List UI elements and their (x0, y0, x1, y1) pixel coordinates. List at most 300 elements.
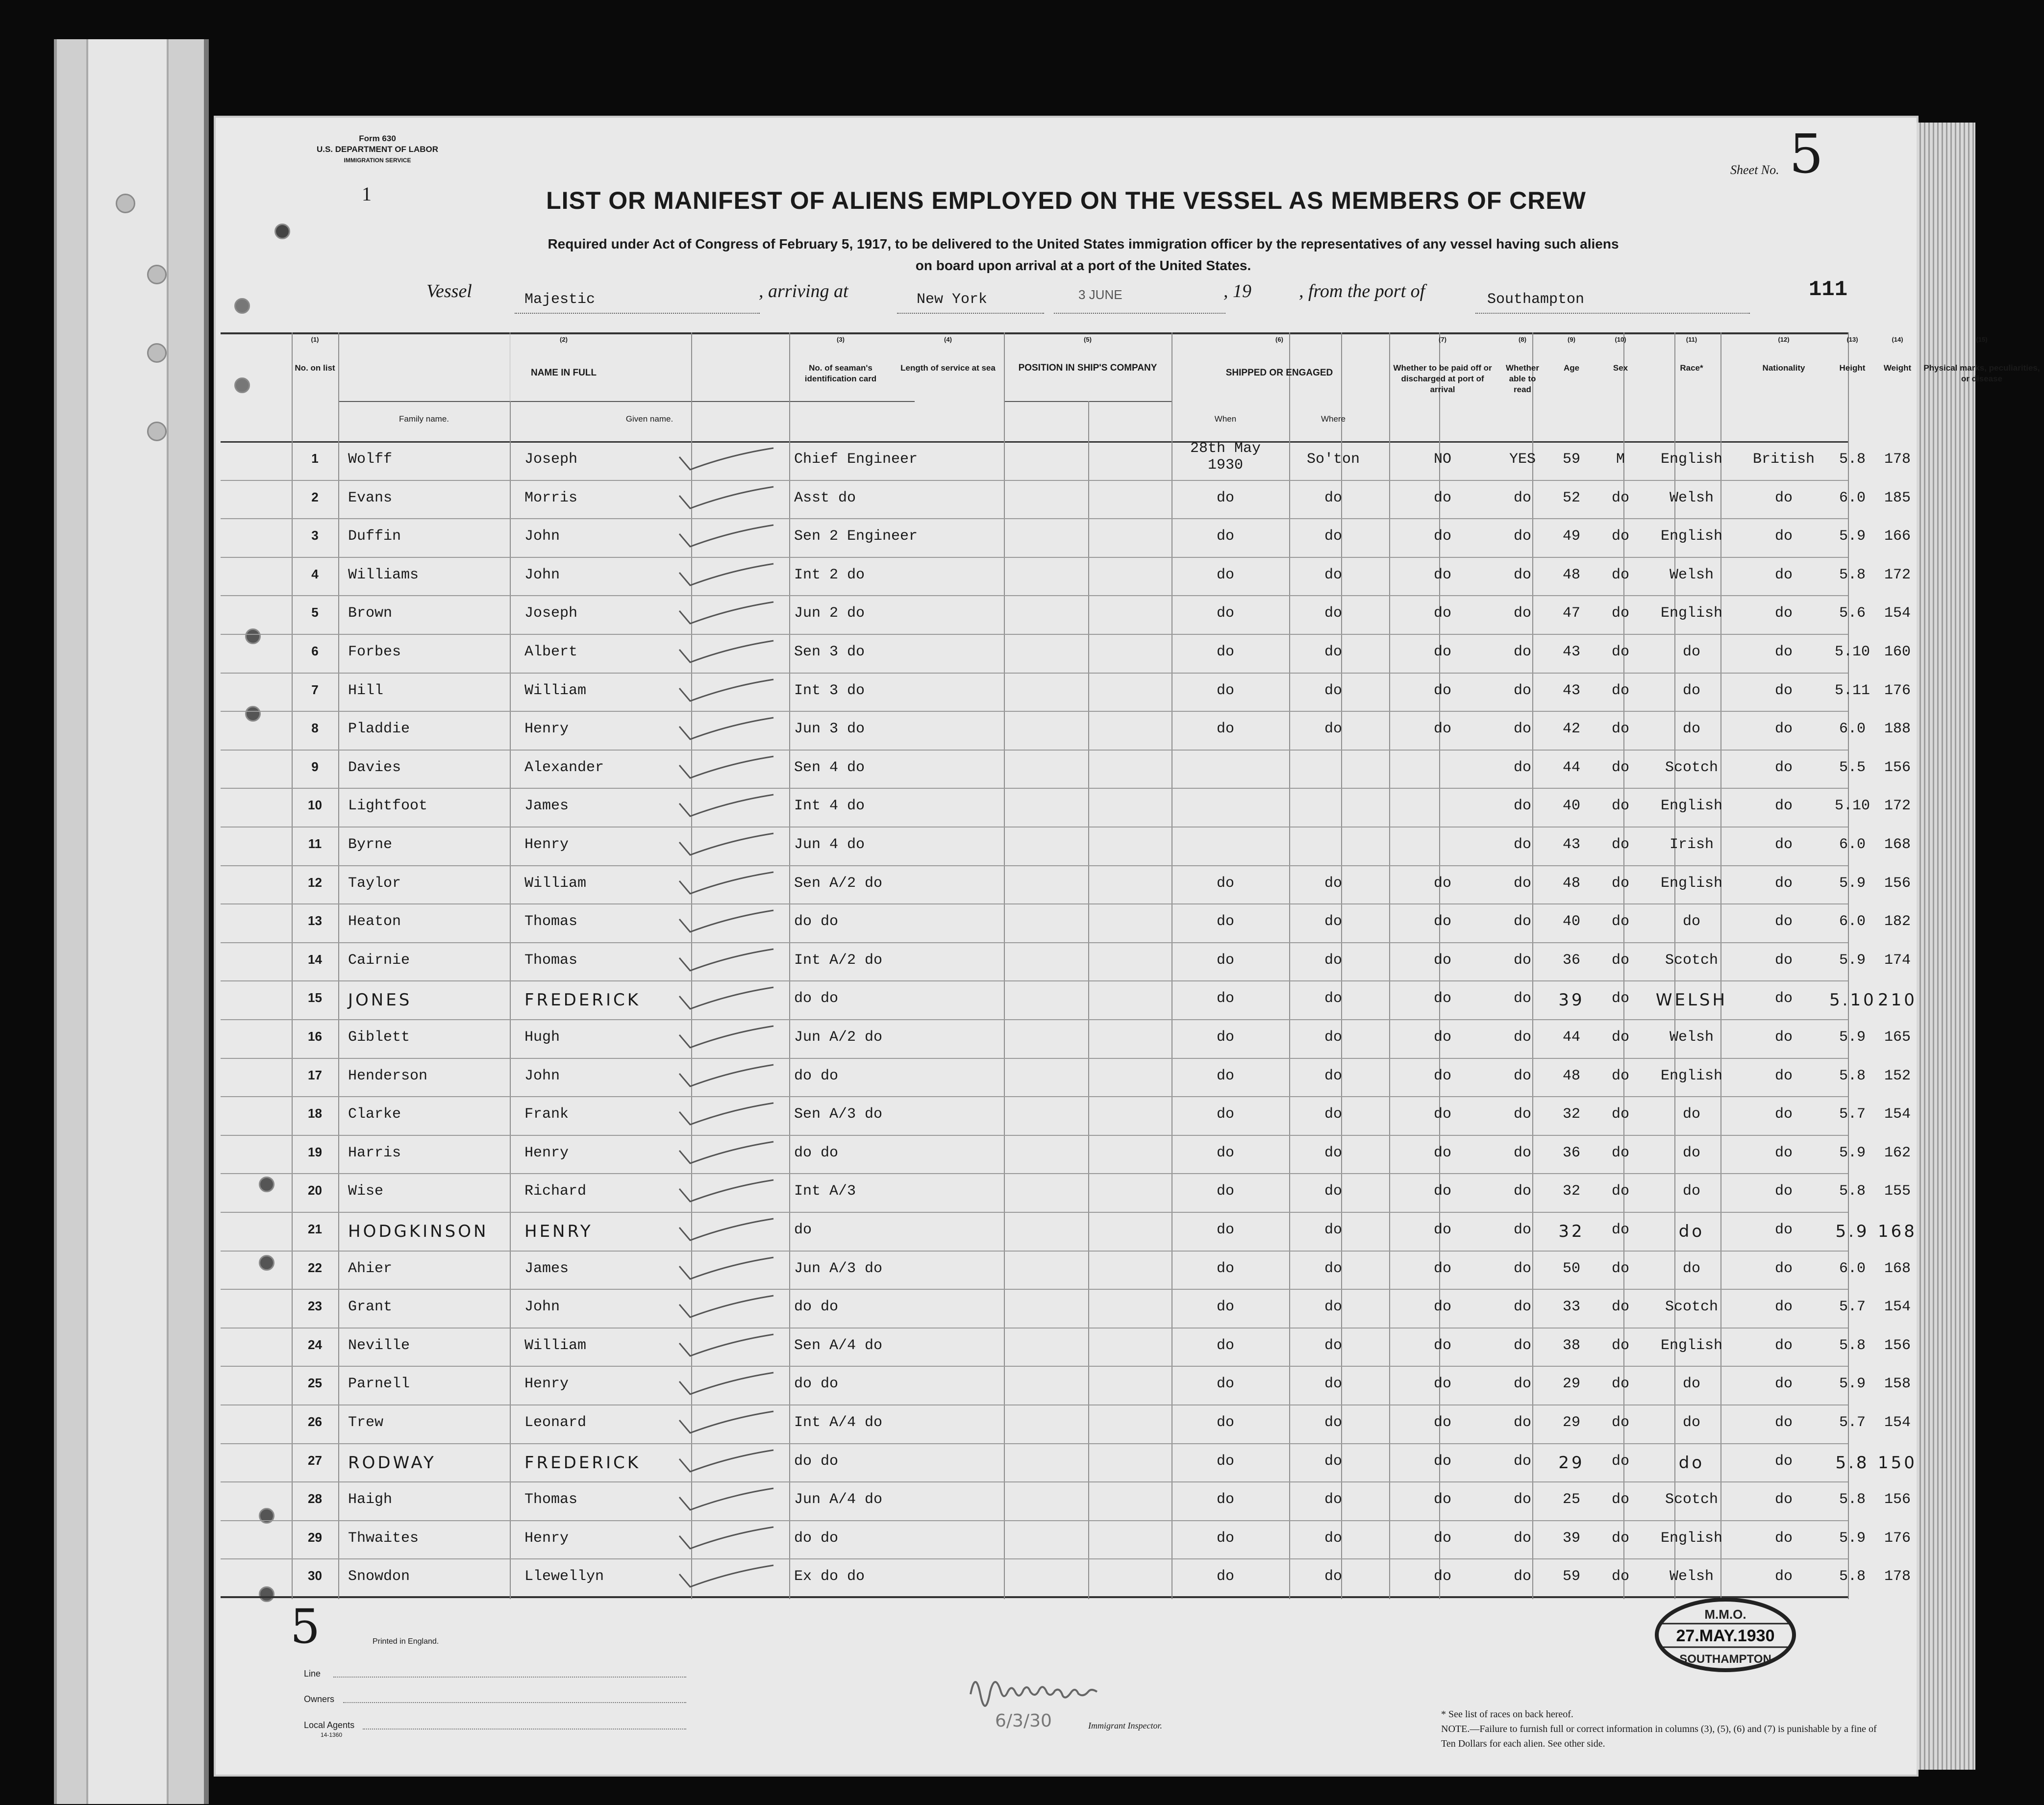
column-number: (7) (1439, 336, 1446, 343)
cell-given: John (524, 1299, 560, 1316)
identification-check-mark (675, 639, 778, 665)
cell-age: 39 (1562, 1529, 1580, 1547)
row-rule (221, 557, 1848, 558)
cell-race: English (1660, 798, 1723, 815)
row-rule (221, 1251, 1848, 1252)
cell-age: 32 (1562, 1106, 1580, 1123)
row-rule (221, 980, 1848, 981)
cell-given: John (524, 566, 560, 583)
cell-race: do (1682, 913, 1700, 930)
cell-given: Albert (524, 644, 578, 660)
column-header: SHIPPED OR ENGAGED (1225, 368, 1333, 378)
cell-read: do (1513, 1376, 1531, 1393)
cell-weight: 182 (1884, 913, 1911, 930)
cell-paid: NO (1433, 451, 1451, 468)
row-rule (221, 1173, 1848, 1174)
cell-weight: 168 (1884, 1260, 1911, 1277)
cell-weight: 154 (1884, 1106, 1911, 1123)
cell-read: do (1513, 566, 1531, 583)
cell-paid: do (1433, 1260, 1451, 1277)
cell-age: 48 (1562, 875, 1580, 892)
cell-nat: do (1774, 1529, 1793, 1547)
cell-where: do (1324, 1491, 1342, 1508)
cell-read: do (1513, 1529, 1531, 1547)
cell-given: FREDERICK (524, 1453, 641, 1473)
cell-nat: British (1752, 451, 1815, 468)
cell-nat: do (1774, 1183, 1793, 1200)
cell-family: Hill (348, 682, 384, 699)
cell-when: do (1216, 528, 1234, 545)
agents-field (363, 1729, 686, 1730)
binder-strip (86, 39, 169, 1804)
cell-read: do (1513, 1414, 1531, 1431)
cell-sex: do (1611, 1568, 1629, 1585)
cell-position: Jun 3 do (794, 721, 865, 738)
cell-height: 5.8 (1839, 1568, 1866, 1585)
cell-when: do (1216, 682, 1234, 699)
column-header: Age (1563, 363, 1580, 373)
cell-sex: do (1611, 1222, 1629, 1238)
cell-given: Henry (524, 1376, 569, 1393)
cell-given: HENRY (524, 1222, 593, 1241)
column-header: Nationality (1762, 363, 1805, 373)
cell-race: do (1678, 1453, 1705, 1473)
identification-check-mark (675, 600, 778, 627)
name-subheader-rule-wide (338, 401, 915, 402)
cell-sex: do (1611, 875, 1629, 892)
cell-no: 30 (308, 1568, 322, 1583)
row-rule (221, 750, 1848, 751)
cell-sex: do (1611, 644, 1629, 660)
penalty-note: NOTE.—Failure to furnish full or correct information in columns (3), (5), (6) and (7) is punishable by a fine of Ten Dollars for each alien. See other side. (1441, 1724, 1877, 1749)
cell-no: 11 (308, 836, 322, 851)
from-underline (1475, 313, 1750, 314)
cell-given: William (524, 875, 587, 892)
cell-age: 25 (1562, 1491, 1580, 1508)
cell-sex: do (1611, 1376, 1629, 1393)
cell-paid: do (1433, 605, 1451, 622)
cell-where: do (1324, 990, 1342, 1007)
cell-when: do (1216, 990, 1234, 1007)
identification-check-mark (675, 1063, 778, 1089)
cell-where: do (1324, 875, 1342, 892)
cell-where: do (1324, 1029, 1342, 1046)
cell-nat: do (1774, 952, 1793, 969)
cell-given: Frank (524, 1106, 569, 1123)
cell-weight: 152 (1884, 1067, 1911, 1084)
cell-family: Forbes (348, 644, 401, 660)
cell-given: Thomas (524, 1491, 578, 1508)
cell-height: 5.7 (1839, 1299, 1866, 1316)
cell-paid: do (1433, 990, 1451, 1007)
line-field (333, 1677, 686, 1678)
cell-nat: do (1774, 682, 1793, 699)
row-rule (221, 634, 1848, 635)
cell-where: do (1324, 1183, 1342, 1200)
cell-no: 25 (308, 1376, 322, 1391)
row-rule (221, 903, 1848, 904)
cell-race: do (1682, 644, 1700, 660)
row-rule (221, 518, 1848, 519)
cell-height: 5.5 (1839, 759, 1866, 776)
cell-nat: do (1774, 1414, 1793, 1431)
cell-where: do (1324, 605, 1342, 622)
cell-position: Asst do (794, 489, 856, 506)
cell-nat: do (1774, 798, 1793, 815)
identification-check-mark (675, 523, 778, 550)
margin-mark: 1 (362, 183, 372, 205)
cell-when: do (1216, 644, 1234, 660)
table-bottom-rule (221, 1596, 1848, 1598)
cell-race: do (1682, 1260, 1700, 1277)
stamp-number: 111 (1809, 277, 1848, 302)
cell-nat: do (1774, 1144, 1793, 1161)
cell-read: do (1513, 1222, 1531, 1238)
cell-family: Cairnie (348, 952, 410, 969)
cell-nat: do (1774, 990, 1793, 1007)
row-rule (221, 1289, 1848, 1290)
form-identifier (284, 133, 471, 166)
cell-sex: do (1611, 489, 1629, 506)
cell-weight: 154 (1884, 1414, 1911, 1431)
cell-race: Scotch (1665, 1491, 1719, 1508)
shipped-subheader-rule (1004, 401, 1172, 402)
identification-check-mark (675, 793, 778, 819)
cell-sex: do (1611, 1453, 1629, 1470)
cell-race: WELSH (1655, 990, 1728, 1010)
cell-position: Chief Engineer (794, 451, 918, 468)
column-header: Whether to be paid off or discharged at port of arrival (1393, 363, 1492, 394)
cell-nat: do (1774, 721, 1793, 738)
subtitle-line-2: on board upon arrival at a port of the United States. (915, 258, 1251, 273)
cell-given: Joseph (524, 605, 578, 622)
cell-position: Jun 4 do (794, 836, 865, 853)
cell-nat: do (1774, 836, 1793, 853)
cell-where: do (1324, 1260, 1342, 1277)
cell-nat: do (1774, 1067, 1793, 1084)
cell-height: 5.8 (1839, 1337, 1866, 1354)
column-number: (9) (1568, 336, 1575, 343)
cell-no: 6 (311, 644, 319, 658)
cell-read: do (1513, 990, 1531, 1007)
cell-nat: do (1774, 1376, 1793, 1393)
subtitle-line-1: Required under Act of Congress of February 5, 1917, to be delivered to the United States immigration officer by the representatives of any vessel having such aliens (548, 236, 1619, 251)
cell-age: 47 (1562, 605, 1580, 622)
identification-check-mark (675, 1140, 778, 1166)
cell-position: do do (794, 1529, 839, 1547)
cell-when: do (1216, 1453, 1234, 1470)
cell-race: do (1682, 1144, 1700, 1161)
identification-check-mark (675, 1409, 778, 1436)
cell-height: 5.9 (1839, 1144, 1866, 1161)
cell-weight: 154 (1884, 1299, 1911, 1316)
column-number: (6) (1275, 336, 1283, 343)
cell-weight: 168 (1878, 1222, 1917, 1241)
cell-no: 29 (308, 1529, 322, 1545)
cell-given: William (524, 682, 587, 699)
cell-where: do (1324, 1414, 1342, 1431)
column-number: (15) (1976, 336, 1988, 343)
cell-race: English (1660, 605, 1723, 622)
cell-position: Sen A/3 do (794, 1106, 883, 1123)
cell-position: Sen 2 Engineer (794, 528, 918, 545)
cell-height: 5.6 (1839, 605, 1866, 622)
southampton-date-stamp (1652, 1593, 1799, 1677)
stamp-bottom: SOUTHAMPTON (1679, 1653, 1771, 1666)
cell-position: Sen A/2 do (794, 875, 883, 892)
cell-age: 36 (1562, 952, 1580, 969)
cell-position: do do (794, 1299, 839, 1316)
column-header: Weight (1883, 363, 1912, 373)
cell-no: 7 (311, 682, 319, 697)
cell-race: English (1660, 1529, 1723, 1547)
cell-sex: do (1611, 759, 1629, 776)
cell-weight: 166 (1884, 528, 1911, 545)
cell-family: Wolff (348, 451, 393, 468)
cell-given: James (524, 798, 569, 815)
cell-race: Scotch (1665, 759, 1719, 776)
from-port: Southampton (1487, 291, 1585, 308)
cell-weight: 172 (1884, 566, 1911, 583)
cell-given: Henry (524, 836, 569, 853)
cell-height: 6.0 (1839, 1260, 1866, 1277)
cell-where: do (1324, 1568, 1342, 1585)
cell-age: 29 (1562, 1376, 1580, 1393)
cell-sex: do (1611, 952, 1629, 969)
cell-weight: 174 (1884, 952, 1911, 969)
cell-position: Int 4 do (794, 798, 865, 815)
cell-read: do (1513, 1067, 1531, 1084)
column-number: (5) (1084, 336, 1092, 343)
cell-given: James (524, 1260, 569, 1277)
cell-weight: 188 (1884, 721, 1911, 738)
cell-family: Duffin (348, 528, 401, 545)
cell-read: do (1513, 1106, 1531, 1123)
cell-nat: do (1774, 759, 1793, 776)
cell-race: Welsh (1669, 489, 1714, 506)
arrival-port: New York (917, 291, 988, 308)
cell-when: do (1216, 952, 1234, 969)
column-header: Length of service at sea (900, 363, 996, 373)
row-rule (221, 1135, 1848, 1136)
owners-label: Owners (304, 1694, 335, 1704)
crew-manifest-table (221, 332, 2040, 1599)
cell-read: do (1513, 1568, 1531, 1585)
cell-sex: do (1611, 836, 1629, 853)
identification-check-mark (675, 754, 778, 781)
signature-date: 6/3/30 (995, 1711, 1052, 1731)
cell-height: 5.8 (1839, 1491, 1866, 1508)
identification-check-mark (675, 985, 778, 1012)
cell-position: Sen 3 do (794, 644, 865, 660)
cell-when: do (1216, 1491, 1234, 1508)
cell-where: do (1324, 1299, 1342, 1316)
cell-position: Int A/4 do (794, 1414, 883, 1431)
cell-no: 26 (308, 1414, 322, 1429)
cell-age: 29 (1562, 1414, 1580, 1431)
cell-where: do (1324, 1222, 1342, 1238)
cell-no: 14 (308, 952, 322, 967)
cell-age: 44 (1562, 759, 1580, 776)
cell-where: do (1324, 528, 1342, 545)
cell-family: Heaton (348, 913, 401, 930)
cell-race: Welsh (1669, 1029, 1714, 1046)
column-header: No. on list (295, 363, 335, 373)
cell-race: Scotch (1665, 952, 1719, 969)
column-number: (3) (837, 336, 845, 343)
column-number: (11) (1686, 336, 1697, 343)
cell-family: Henderson (348, 1067, 428, 1084)
cell-read: do (1513, 1183, 1531, 1200)
cell-position: Sen 4 do (794, 759, 865, 776)
cell-nat: do (1774, 644, 1793, 660)
cell-height: 5.9 (1839, 875, 1866, 892)
cell-read: do (1513, 1144, 1531, 1161)
cell-where: So'ton (1306, 451, 1360, 468)
cell-given: Henry (524, 1529, 569, 1547)
cell-height: 5.9 (1835, 1222, 1870, 1241)
cell-nat: do (1774, 528, 1793, 545)
year-label: , 19 (1223, 281, 1251, 301)
cell-where: do (1324, 1337, 1342, 1354)
column-divider (789, 332, 790, 1599)
cell-family: JONES (348, 990, 412, 1010)
cell-sex: do (1611, 1144, 1629, 1161)
cell-when: do (1216, 1183, 1234, 1200)
cell-given: Richard (524, 1183, 587, 1200)
column-header: POSITION IN SHIP'S COMPANY (1018, 363, 1157, 373)
cell-no: 9 (311, 759, 319, 774)
cell-height: 5.8 (1835, 1453, 1870, 1473)
cell-paid: do (1433, 1067, 1451, 1084)
cell-where: do (1324, 682, 1342, 699)
cell-read: do (1513, 682, 1531, 699)
cell-race: Scotch (1665, 1299, 1719, 1316)
cell-position: do do (794, 990, 839, 1007)
footnotes (1441, 1707, 1882, 1751)
cell-age: 32 (1562, 1183, 1580, 1200)
cell-sex: do (1611, 1299, 1629, 1316)
cell-paid: do (1433, 682, 1451, 699)
cell-age: 50 (1562, 1260, 1580, 1277)
punch-hole (274, 224, 290, 239)
cell-read: do (1513, 1029, 1531, 1046)
cell-nat: do (1774, 1222, 1793, 1238)
cell-race: do (1678, 1222, 1705, 1241)
cell-position: do do (794, 1453, 839, 1470)
cell-given: Thomas (524, 952, 578, 969)
cell-read: do (1513, 759, 1531, 776)
row-rule (221, 1366, 1848, 1367)
row-rule (221, 711, 1848, 712)
cell-age: 38 (1562, 1337, 1580, 1354)
cell-family: Snowdon (348, 1568, 410, 1585)
race-note: * See list of races on back hereof. (1441, 1709, 1573, 1720)
form-number: Form 630 (359, 134, 396, 143)
cell-family: Haigh (348, 1491, 393, 1508)
cell-sex: do (1611, 798, 1629, 815)
cell-given: Hugh (524, 1029, 560, 1046)
cell-age: 48 (1562, 566, 1580, 583)
identification-check-mark (675, 446, 778, 473)
cell-race: English (1660, 451, 1723, 468)
cell-family: Ahier (348, 1260, 393, 1277)
cell-family: HODGKINSON (348, 1222, 489, 1241)
cell-paid: do (1433, 721, 1451, 738)
cell-age: 59 (1562, 451, 1580, 468)
identification-check-mark (675, 1371, 778, 1397)
cell-when: do (1216, 489, 1234, 506)
arrival-date-stamp: 3 JUNE (1078, 287, 1122, 302)
cell-no: 24 (308, 1337, 322, 1352)
column-number: (1) (311, 336, 319, 343)
page-subtitle (431, 233, 1735, 276)
cell-age: 29 (1558, 1453, 1585, 1473)
row-rule (221, 1558, 1848, 1559)
cell-no: 28 (308, 1491, 322, 1506)
cell-family: Thwaites (348, 1529, 419, 1547)
cell-position: do do (794, 1067, 839, 1084)
cell-no: 18 (308, 1106, 322, 1121)
cell-height: 5.9 (1839, 1029, 1866, 1046)
cell-given: Leonard (524, 1414, 587, 1431)
cell-read: do (1513, 721, 1531, 738)
cell-given: Henry (524, 1144, 569, 1161)
cell-given: John (524, 1067, 560, 1084)
cell-when: do (1216, 721, 1234, 738)
cell-nat: do (1774, 1299, 1793, 1316)
cell-sex: do (1611, 1106, 1629, 1123)
cell-no: 2 (311, 489, 319, 504)
cell-race: Welsh (1669, 1568, 1714, 1585)
owners-field (343, 1702, 686, 1703)
cell-when: do (1216, 913, 1234, 930)
cell-no: 27 (308, 1453, 322, 1468)
stamp-top: M.M.O. (1704, 1607, 1746, 1622)
cell-nat: do (1774, 1337, 1793, 1354)
cell-age: 49 (1562, 528, 1580, 545)
cell-when: do (1216, 1222, 1234, 1238)
cell-sex: do (1611, 566, 1629, 583)
cell-position: Jun 2 do (794, 605, 865, 622)
cell-position: do do (794, 1144, 839, 1161)
column-number: (13) (1846, 336, 1858, 343)
cell-paid: do (1433, 1491, 1451, 1508)
column-number: (12) (1778, 336, 1790, 343)
cell-position: Ex do do (794, 1568, 865, 1585)
row-rule (221, 1443, 1848, 1444)
cell-sex: do (1611, 913, 1629, 930)
row-rule (221, 865, 1848, 866)
row-rule (221, 1520, 1848, 1521)
cell-read: do (1513, 952, 1531, 969)
name-subdivider (510, 401, 511, 1599)
cell-height: 6.0 (1839, 489, 1866, 506)
column-number: (8) (1519, 336, 1526, 343)
binder-hole (147, 265, 167, 284)
department-name: U.S. DEPARTMENT OF LABOR (316, 145, 439, 154)
cell-race: do (1682, 682, 1700, 699)
cell-no: 15 (308, 990, 322, 1005)
cell-where: do (1324, 1376, 1342, 1393)
sheet-number: 5 (1789, 123, 1823, 185)
cell-race: do (1682, 721, 1700, 738)
column-header: NAME IN FULL (530, 368, 597, 378)
cell-no: 12 (308, 875, 322, 890)
cell-race: do (1682, 1376, 1700, 1393)
cell-height: 5.10 (1834, 644, 1870, 660)
cell-given: Alexander (524, 759, 604, 776)
